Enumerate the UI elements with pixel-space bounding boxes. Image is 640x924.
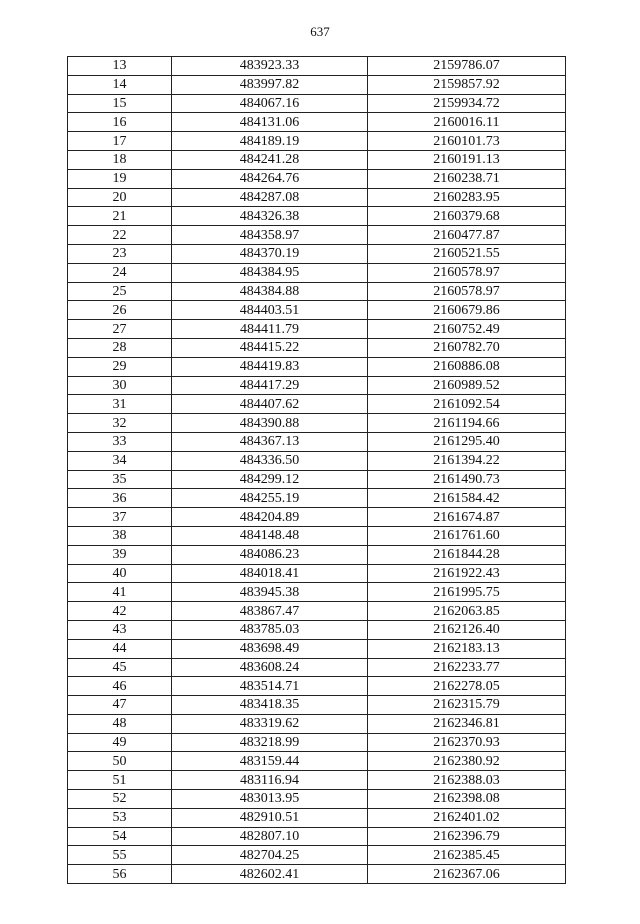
y-coordinate-cell: 2162370.93	[368, 733, 566, 752]
point-number-cell: 27	[68, 320, 172, 339]
table-row	[68, 827, 566, 846]
y-coordinate-cell: 2160782.70	[368, 338, 566, 357]
x-coordinate-cell: 484358.97	[172, 226, 368, 245]
table-row	[68, 150, 566, 169]
y-coordinate-cell: 2160752.49	[368, 320, 566, 339]
table-row	[68, 602, 566, 621]
x-coordinate-cell: 484264.76	[172, 169, 368, 188]
y-coordinate-cell: 2161394.22	[368, 451, 566, 470]
y-coordinate-cell: 2162183.13	[368, 639, 566, 658]
table-row	[68, 207, 566, 226]
point-number-cell: 18	[68, 150, 172, 169]
y-coordinate-cell: 2162233.77	[368, 658, 566, 677]
x-coordinate-cell: 484390.88	[172, 414, 368, 433]
table-row	[68, 132, 566, 151]
y-coordinate-cell: 2160016.11	[368, 113, 566, 132]
y-coordinate-cell: 2162401.02	[368, 808, 566, 827]
point-number-cell: 25	[68, 282, 172, 301]
y-coordinate-cell: 2162398.08	[368, 790, 566, 809]
table-row	[68, 75, 566, 94]
x-coordinate-cell: 484131.06	[172, 113, 368, 132]
y-coordinate-cell: 2160101.73	[368, 132, 566, 151]
point-number-cell: 50	[68, 752, 172, 771]
y-coordinate-cell: 2160379.68	[368, 207, 566, 226]
point-number-cell: 24	[68, 263, 172, 282]
x-coordinate-cell: 484067.16	[172, 94, 368, 113]
x-coordinate-cell: 484407.62	[172, 395, 368, 414]
point-number-cell: 55	[68, 846, 172, 865]
point-number-cell: 33	[68, 432, 172, 451]
y-coordinate-cell: 2161844.28	[368, 545, 566, 564]
point-number-cell: 39	[68, 545, 172, 564]
x-coordinate-cell: 483867.47	[172, 602, 368, 621]
point-number-cell: 14	[68, 75, 172, 94]
point-number-cell: 43	[68, 620, 172, 639]
x-coordinate-cell: 483945.38	[172, 583, 368, 602]
table-row	[68, 301, 566, 320]
table-row	[68, 526, 566, 545]
x-coordinate-cell: 484148.48	[172, 526, 368, 545]
y-coordinate-cell: 2159857.92	[368, 75, 566, 94]
y-coordinate-cell: 2162063.85	[368, 602, 566, 621]
x-coordinate-cell: 483319.62	[172, 714, 368, 733]
table-row	[68, 733, 566, 752]
x-coordinate-cell: 483013.95	[172, 790, 368, 809]
x-coordinate-cell: 484336.50	[172, 451, 368, 470]
point-number-cell: 32	[68, 414, 172, 433]
y-coordinate-cell: 2159934.72	[368, 94, 566, 113]
x-coordinate-cell: 483785.03	[172, 620, 368, 639]
x-coordinate-cell: 484204.89	[172, 508, 368, 527]
y-coordinate-cell: 2161922.43	[368, 564, 566, 583]
x-coordinate-cell: 484086.23	[172, 545, 368, 564]
point-number-cell: 16	[68, 113, 172, 132]
coordinates-table	[67, 56, 566, 884]
point-number-cell: 34	[68, 451, 172, 470]
table-row	[68, 583, 566, 602]
y-coordinate-cell: 2162278.05	[368, 677, 566, 696]
x-coordinate-cell: 482910.51	[172, 808, 368, 827]
point-number-cell: 44	[68, 639, 172, 658]
point-number-cell: 41	[68, 583, 172, 602]
table-row	[68, 113, 566, 132]
y-coordinate-cell: 2162126.40	[368, 620, 566, 639]
y-coordinate-cell: 2162396.79	[368, 827, 566, 846]
table-row	[68, 57, 566, 76]
point-number-cell: 45	[68, 658, 172, 677]
x-coordinate-cell: 484367.13	[172, 432, 368, 451]
x-coordinate-cell: 483608.24	[172, 658, 368, 677]
y-coordinate-cell: 2161194.66	[368, 414, 566, 433]
point-number-cell: 15	[68, 94, 172, 113]
point-number-cell: 38	[68, 526, 172, 545]
y-coordinate-cell: 2161490.73	[368, 470, 566, 489]
table-row	[68, 432, 566, 451]
table-body	[68, 57, 566, 884]
y-coordinate-cell: 2160191.13	[368, 150, 566, 169]
x-coordinate-cell: 483514.71	[172, 677, 368, 696]
x-coordinate-cell: 484189.19	[172, 132, 368, 151]
table-row	[68, 696, 566, 715]
y-coordinate-cell: 2162380.92	[368, 752, 566, 771]
x-coordinate-cell: 482602.41	[172, 865, 368, 884]
x-coordinate-cell: 484370.19	[172, 244, 368, 263]
table-row	[68, 545, 566, 564]
y-coordinate-cell: 2161995.75	[368, 583, 566, 602]
x-coordinate-cell: 483159.44	[172, 752, 368, 771]
table-row	[68, 808, 566, 827]
y-coordinate-cell: 2160578.97	[368, 282, 566, 301]
table-row	[68, 752, 566, 771]
table-row	[68, 865, 566, 884]
table-row	[68, 489, 566, 508]
table-row	[68, 846, 566, 865]
point-number-cell: 51	[68, 771, 172, 790]
point-number-cell: 40	[68, 564, 172, 583]
x-coordinate-cell: 484419.83	[172, 357, 368, 376]
point-number-cell: 49	[68, 733, 172, 752]
table-row	[68, 564, 566, 583]
point-number-cell: 19	[68, 169, 172, 188]
y-coordinate-cell: 2160679.86	[368, 301, 566, 320]
x-coordinate-cell: 484403.51	[172, 301, 368, 320]
y-coordinate-cell: 2160578.97	[368, 263, 566, 282]
y-coordinate-cell: 2161674.87	[368, 508, 566, 527]
x-coordinate-cell: 482704.25	[172, 846, 368, 865]
point-number-cell: 21	[68, 207, 172, 226]
y-coordinate-cell: 2160521.55	[368, 244, 566, 263]
y-coordinate-cell: 2161092.54	[368, 395, 566, 414]
y-coordinate-cell: 2160283.95	[368, 188, 566, 207]
x-coordinate-cell: 484417.29	[172, 376, 368, 395]
table-row	[68, 244, 566, 263]
x-coordinate-cell: 484411.79	[172, 320, 368, 339]
x-coordinate-cell: 484255.19	[172, 489, 368, 508]
table-row	[68, 508, 566, 527]
x-coordinate-cell: 484384.95	[172, 263, 368, 282]
table-row	[68, 451, 566, 470]
point-number-cell: 48	[68, 714, 172, 733]
table-row	[68, 790, 566, 809]
y-coordinate-cell: 2160238.71	[368, 169, 566, 188]
y-coordinate-cell: 2159786.07	[368, 57, 566, 76]
y-coordinate-cell: 2162315.79	[368, 696, 566, 715]
point-number-cell: 20	[68, 188, 172, 207]
x-coordinate-cell: 483116.94	[172, 771, 368, 790]
y-coordinate-cell: 2160989.52	[368, 376, 566, 395]
table-row	[68, 714, 566, 733]
table-row	[68, 226, 566, 245]
table-row	[68, 470, 566, 489]
y-coordinate-cell: 2162385.45	[368, 846, 566, 865]
point-number-cell: 29	[68, 357, 172, 376]
y-coordinate-cell: 2161295.40	[368, 432, 566, 451]
table-row	[68, 188, 566, 207]
x-coordinate-cell: 483923.33	[172, 57, 368, 76]
x-coordinate-cell: 483418.35	[172, 696, 368, 715]
point-number-cell: 54	[68, 827, 172, 846]
x-coordinate-cell: 484287.08	[172, 188, 368, 207]
table-row	[68, 263, 566, 282]
x-coordinate-cell: 483997.82	[172, 75, 368, 94]
page-number: 637	[310, 24, 330, 39]
point-number-cell: 30	[68, 376, 172, 395]
point-number-cell: 22	[68, 226, 172, 245]
table-row	[68, 620, 566, 639]
table-row	[68, 338, 566, 357]
table-row	[68, 169, 566, 188]
table-row	[68, 320, 566, 339]
table-row	[68, 376, 566, 395]
point-number-cell: 46	[68, 677, 172, 696]
table-row	[68, 658, 566, 677]
y-coordinate-cell: 2162367.06	[368, 865, 566, 884]
y-coordinate-cell: 2160886.08	[368, 357, 566, 376]
table-row	[68, 639, 566, 658]
y-coordinate-cell: 2162346.81	[368, 714, 566, 733]
table-row	[68, 357, 566, 376]
x-coordinate-cell: 484415.22	[172, 338, 368, 357]
point-number-cell: 26	[68, 301, 172, 320]
table-row	[68, 94, 566, 113]
point-number-cell: 17	[68, 132, 172, 151]
point-number-cell: 23	[68, 244, 172, 263]
table-row	[68, 771, 566, 790]
x-coordinate-cell: 484384.88	[172, 282, 368, 301]
x-coordinate-cell: 483218.99	[172, 733, 368, 752]
point-number-cell: 52	[68, 790, 172, 809]
y-coordinate-cell: 2160477.87	[368, 226, 566, 245]
point-number-cell: 37	[68, 508, 172, 527]
point-number-cell: 35	[68, 470, 172, 489]
point-number-cell: 13	[68, 57, 172, 76]
point-number-cell: 47	[68, 696, 172, 715]
table-row	[68, 677, 566, 696]
y-coordinate-cell: 2161584.42	[368, 489, 566, 508]
x-coordinate-cell: 482807.10	[172, 827, 368, 846]
x-coordinate-cell: 484241.28	[172, 150, 368, 169]
x-coordinate-cell: 484018.41	[172, 564, 368, 583]
point-number-cell: 28	[68, 338, 172, 357]
table-row	[68, 414, 566, 433]
table-row	[68, 282, 566, 301]
x-coordinate-cell: 484299.12	[172, 470, 368, 489]
point-number-cell: 53	[68, 808, 172, 827]
y-coordinate-cell: 2162388.03	[368, 771, 566, 790]
point-number-cell: 36	[68, 489, 172, 508]
x-coordinate-cell: 483698.49	[172, 639, 368, 658]
y-coordinate-cell: 2161761.60	[368, 526, 566, 545]
x-coordinate-cell: 484326.38	[172, 207, 368, 226]
point-number-cell: 42	[68, 602, 172, 621]
point-number-cell: 56	[68, 865, 172, 884]
point-number-cell: 31	[68, 395, 172, 414]
table-row	[68, 395, 566, 414]
